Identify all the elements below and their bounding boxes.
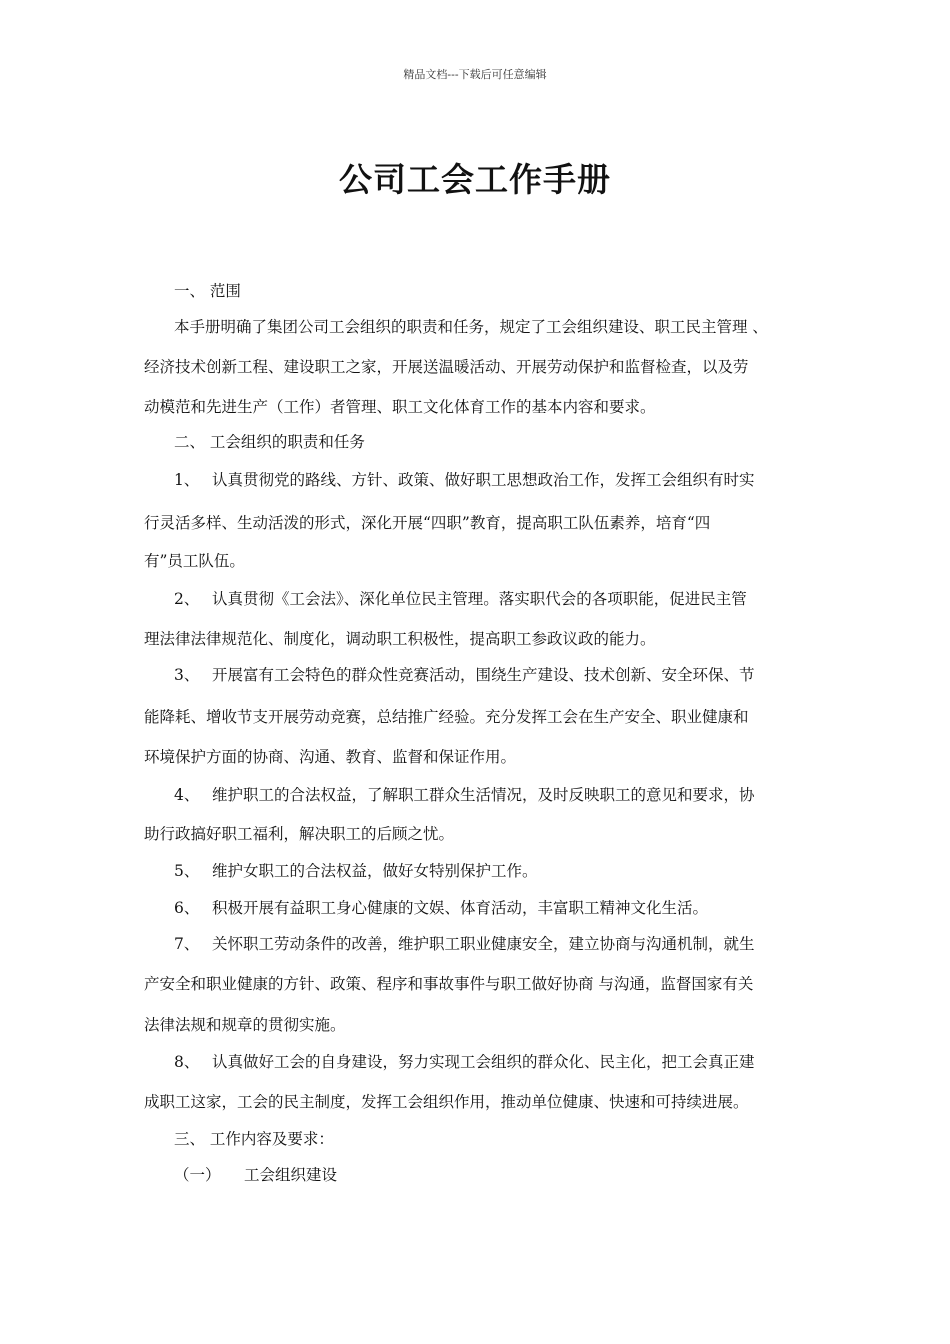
document-title: 公司工会工作手册 [339, 160, 611, 199]
item-text: 法律法规和规章的贯彻实施。 [144, 1016, 346, 1034]
page-header: 精品文档---下载后可任意编辑 [403, 68, 547, 81]
item-number: 3、 [174, 666, 200, 684]
item-text: 助行政搞好职工福利，解决职工的后顾之忧。 [144, 825, 455, 843]
item-text: 行灵活多样、生动活泼的形式，深化开展“四职”教育，提高职工队伍素养，培育“四 [144, 514, 711, 532]
item-number: 8、 [174, 1053, 200, 1071]
item-text: 环境保护方面的协商、沟通、教育、监督和保证作用。 [144, 748, 517, 766]
list-item [174, 1052, 755, 1072]
item-text: 维护女职工的合法权益，做好女特别保护工作。 [212, 862, 538, 880]
subsection-label: 工会组织建设 [244, 1166, 338, 1184]
list-item [174, 470, 755, 490]
paragraph-line: 动模范和先进生产（工作）者管理、职工文化体育工作的基本内容和要求。 [144, 398, 656, 416]
list-item [174, 861, 538, 881]
item-number: 4、 [174, 786, 200, 804]
item-number: 1、 [174, 471, 200, 489]
list-item [174, 934, 755, 954]
item-text: 认真贯彻《工会法》、深化单位民主管理。落实职代会的各项职能，促进民主管 [212, 590, 747, 608]
section-heading-scope: 一、 范围 [174, 282, 241, 300]
list-item [174, 665, 755, 685]
item-text: 有”员工队伍。 [144, 552, 245, 570]
item-text: 产安全和职业健康的方针、政策、程序和事故事件与职工做好协商 与沟通，监督国家有关 [144, 975, 754, 993]
subsection-heading [174, 1165, 337, 1185]
item-text: 认真贯彻党的路线、方针、政策、做好职工思想政治工作，发挥工会组织有时实 [212, 471, 755, 489]
item-text: 维护职工的合法权益，了解职工群众生活情况，及时反映职工的意见和要求，协 [212, 786, 755, 804]
item-text: 开展富有工会特色的群众性竞赛活动，围绕生产建设、技术创新、安全环保、节 [212, 666, 755, 684]
subsection-number: （一） [174, 1166, 221, 1184]
item-number: 7、 [174, 935, 200, 953]
item-text: 能降耗、增收节支开展劳动竞赛，总结推广经验。充分发挥工会在生产安全、职业健康和 [144, 708, 749, 726]
item-text: 积极开展有益职工身心健康的文娱、体育活动，丰富职工精神文化生活。 [212, 899, 709, 917]
paragraph-line: 经济技术创新工程、建设职工之家，开展送温暖活动、开展劳动保护和监督检查，以及劳 [144, 358, 749, 376]
paragraph-line: 本手册明确了集团公司工会组织的职责和任务，规定了工会组织建设、职工民主管理 、 [174, 318, 768, 336]
item-text: 关怀职工劳动条件的改善，维护职工职业健康安全，建立协商与沟通机制，就生 [212, 935, 755, 953]
item-text: 认真做好工会的自身建设，努力实现工会组织的群众化、民主化，把工会真正建 [212, 1053, 755, 1071]
list-item [174, 589, 747, 609]
item-text: 理法律法律规范化、制度化，调动职工积极性，提高职工参政议政的能力。 [144, 630, 656, 648]
section-heading-duties: 二、 工会组织的职责和任务 [174, 433, 365, 451]
item-number: 5、 [174, 862, 200, 880]
item-number: 2、 [174, 590, 200, 608]
item-number: 6、 [174, 899, 200, 917]
item-text: 成职工这家，工会的民主制度，发挥工会组织作用，推动单位健康、快速和可持续进展。 [144, 1093, 749, 1111]
list-item [174, 898, 708, 918]
list-item [174, 785, 755, 805]
section-heading-work: 三、 工作内容及要求： [174, 1130, 334, 1148]
